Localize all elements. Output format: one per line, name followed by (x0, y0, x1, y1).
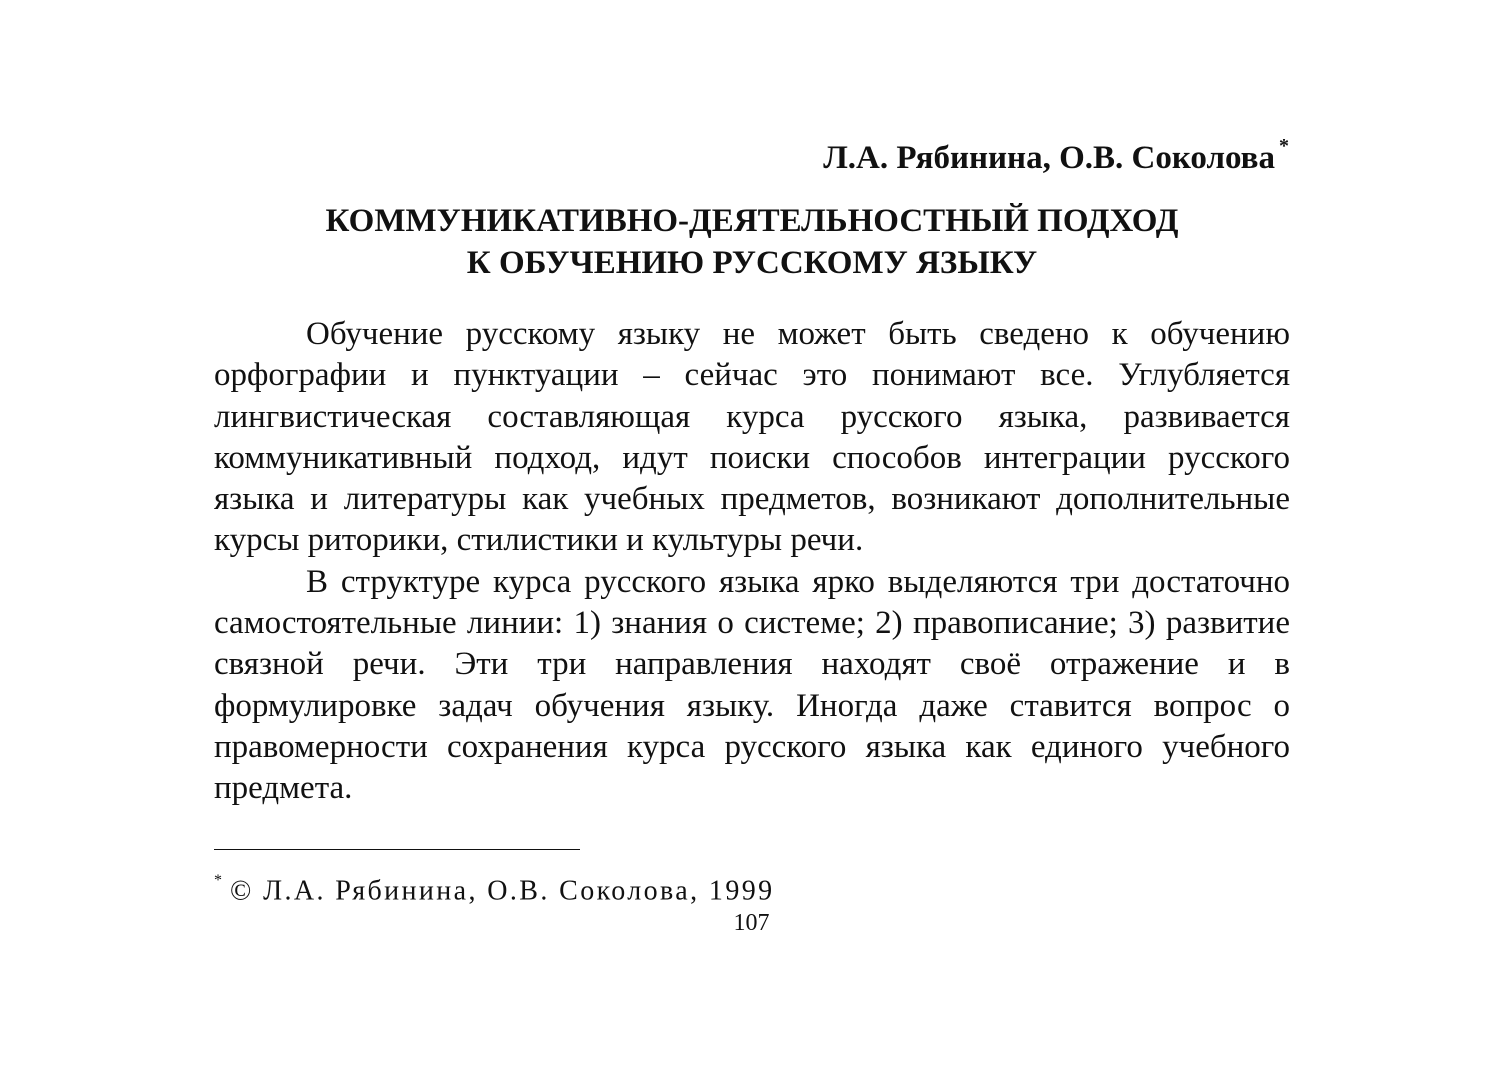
footnote-divider (214, 849, 580, 850)
article-body (214, 314, 1290, 810)
footnote (214, 866, 775, 910)
article-title-line-1: КОММУНИКАТИВНО-ДЕЯТЕЛЬНОСТНЫЙ ПОДХОД (325, 203, 1179, 239)
footnote-text: © Л.А. Рябинина, О.В. Соколова, 1999 (230, 875, 775, 907)
authors-names: Л.А. Рябинина, О.В. Соколова (823, 140, 1275, 176)
page-number: 107 (733, 910, 770, 936)
article-title-line-2: К ОБУЧЕНИЮ РУССКОМУ ЯЗЫКУ (466, 245, 1038, 281)
article-title (214, 200, 1290, 284)
body-paragraph-2: В структуре курса русского языка ярко выделяются три достаточно самостоятельные линии: 1) знания о системе; 2) правописание; 3) развитие связной речи. Эти три направления находят своё отражение и в формулировке задач обучения языку. Иногда даже ставится вопрос о правомерности сохранения курса русского языка как единого учебного предмета. (214, 563, 1290, 807)
body-paragraph-1: Обучение русскому языку не может быть сведено к обучению орфографии и пунктуации – сейчас это понимают все. Углубляется лингвистическая составляющая курса русского языка, развивается коммуникативный подход, идут поиски способов интеграции русского языка и литературы как учебных предметов, возникают дополнительные курсы риторики, стилистики и культуры речи. (214, 316, 1290, 559)
authors-footnote-marker: * (1279, 135, 1289, 157)
authors-line (823, 128, 1289, 180)
footnote-marker: * (214, 872, 222, 889)
